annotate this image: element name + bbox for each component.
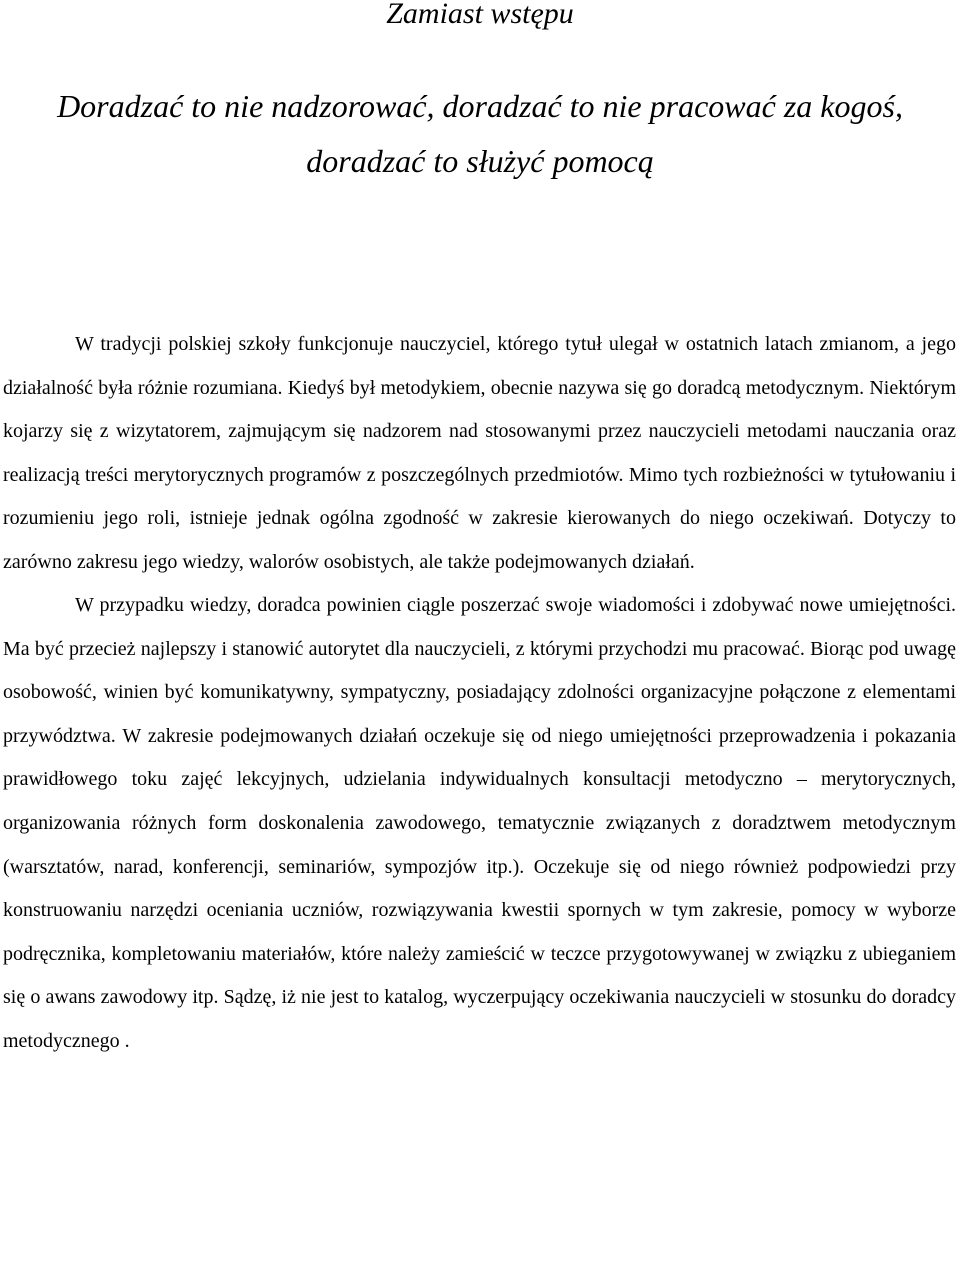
body-text (3, 323, 956, 1063)
subtitle-line-2: doradzać to służyć pomocą (306, 143, 654, 179)
paragraph-1: W tradycji polskiej szkoły funkcjonuje nauczyciel, którego tytuł ulegał w ostatnich latach zmianom, a jego działalność była różnie rozumiana. Kiedyś był metodykiem, obecnie nazywa się go doradcą metodycznym. Niektórym kojarzy się z wizytatorem, zajmującym się nadzorem nad stosowanymi przez nauczycieli metodami nauczania oraz realizacją treści merytorycznych programów z poszczególnych przedmiotów. Mimo tych rozbieżności w tytułowaniu i rozumieniu jego roli, istnieje jednak ogólna zgodność w zakresie kierowanych do niego oczekiwań. Dotyczy to zarówno zakresu jego wiedzy, walorów osobistych, ale także podejmowanych działań. (3, 333, 956, 573)
subtitle-line-1: Doradzać to nie nadzorować, doradzać to nie pracować za kogoś, (57, 88, 903, 124)
page-subtitle (0, 79, 960, 189)
paragraph-2: W przypadku wiedzy, doradca powinien ciągle poszerzać swoje wiadomości i zdobywać nowe umiejętności. Ma być przecież najlepszy i stanowić autorytet dla nauczycieli, z którymi przychodzi mu pracować. Biorąc pod uwagę osobowość, winien być komunikatywny, sympatyczny, posiadający zdolności organizacyjne połączone z elementami przywództwa. W zakresie podejmowanych działań oczekuje się od niego umiejętności przeprowadzenia i pokazania prawidłowego toku zajęć lekcyjnych, udzielania indywidualnych konsultacji metodyczno – merytorycznych, organizowania różnych form doskonalenia zawodowego, tematycznie związanych z doradztwem metodycznym (warsztatów, narad, konferencji, seminariów, sympozjów itp.). Oczekuje się od niego również podpowiedzi przy konstruowaniu narzędzi oceniania uczniów, rozwiązywania kwestii spornych w tym zakresie, pomocy w wyborze podręcznika, kompletowaniu materiałów, które należy zamieścić w teczce przygotowywanej w związku z ubieganiem się o awans zawodowy itp. Sądzę, iż nie jest to katalog, wyczerpujący oczekiwania nauczycieli w stosunku do doradcy metodycznego . (3, 594, 956, 1052)
page-title: Zamiast wstępu (386, 0, 574, 30)
